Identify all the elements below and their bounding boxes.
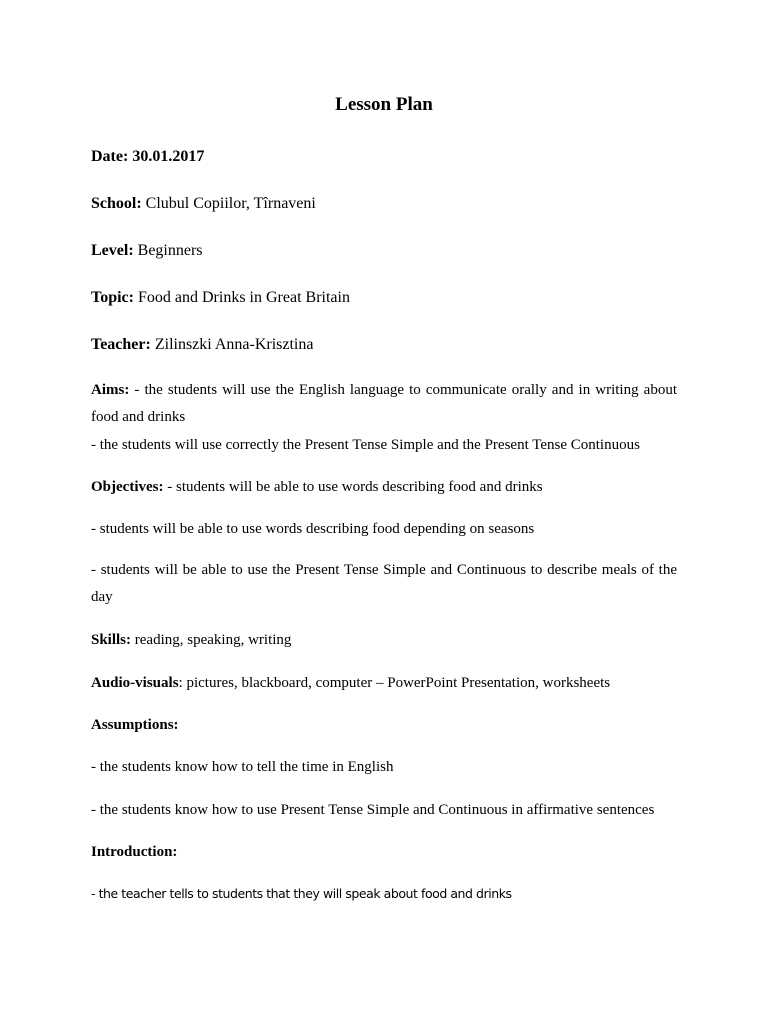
audio-visuals-value: : pictures, blackboard, computer – PowerPoint Presentation, worksheets [178,675,611,691]
introduction-item: - the teacher tells to students that they will speak about food and drinks [91,886,512,901]
level-field [91,240,681,262]
objectives-item: - students will be able to use the Present Tense Simple and Continuous to describe meals of the day [91,562,677,605]
date-field [91,146,681,168]
aims-text: - the students will use the English language to communicate orally and in writing about food and drinks [91,382,677,425]
teacher-label: Teacher: [91,336,151,353]
school-value: Clubul Copiilor, Tîrnaveni [141,195,316,212]
teacher-value: Zilinszki Anna-Krisztina [150,336,314,353]
assumptions-item: - the students know how to use Present Tense Simple and Continuous in affirmative sentences [91,802,655,818]
objectives-label: Objectives: [91,479,164,495]
skills-field [91,629,691,651]
assumptions-heading: Assumptions: [91,717,179,733]
objectives-item: - students will be able to use words describing food depending on seasons [91,521,535,537]
assumptions-item: - the students know how to tell the time in English [91,759,394,775]
topic-label: Topic: [91,289,134,306]
page-title: Lesson Plan [335,94,433,115]
school-label: School: [91,195,142,212]
topic-field [91,287,681,309]
aims-item: - the students will use correctly the Present Tense Simple and the Present Tense Continuous [91,437,640,453]
date-text: 30.01.2017 [128,148,205,165]
topic-value: Food and Drinks in Great Britain [133,289,350,306]
skills-value: reading, speaking, writing [131,632,292,648]
aims-paragraph [91,377,677,431]
audio-visuals-label: Audio-visuals [91,675,179,691]
school-field [91,193,681,215]
objectives-item: - students will be able to use words describing food and drinks [163,479,543,495]
skills-label: Skills: [91,632,132,648]
level-value: Beginners [133,242,203,259]
objectives-field [91,476,691,498]
level-label: Level: [91,242,134,259]
teacher-field [91,334,681,356]
date-value: Date: [91,148,129,165]
audio-visuals-field [91,672,691,694]
aims-label: Aims: [91,382,130,398]
introduction-heading: Introduction: [91,844,178,860]
